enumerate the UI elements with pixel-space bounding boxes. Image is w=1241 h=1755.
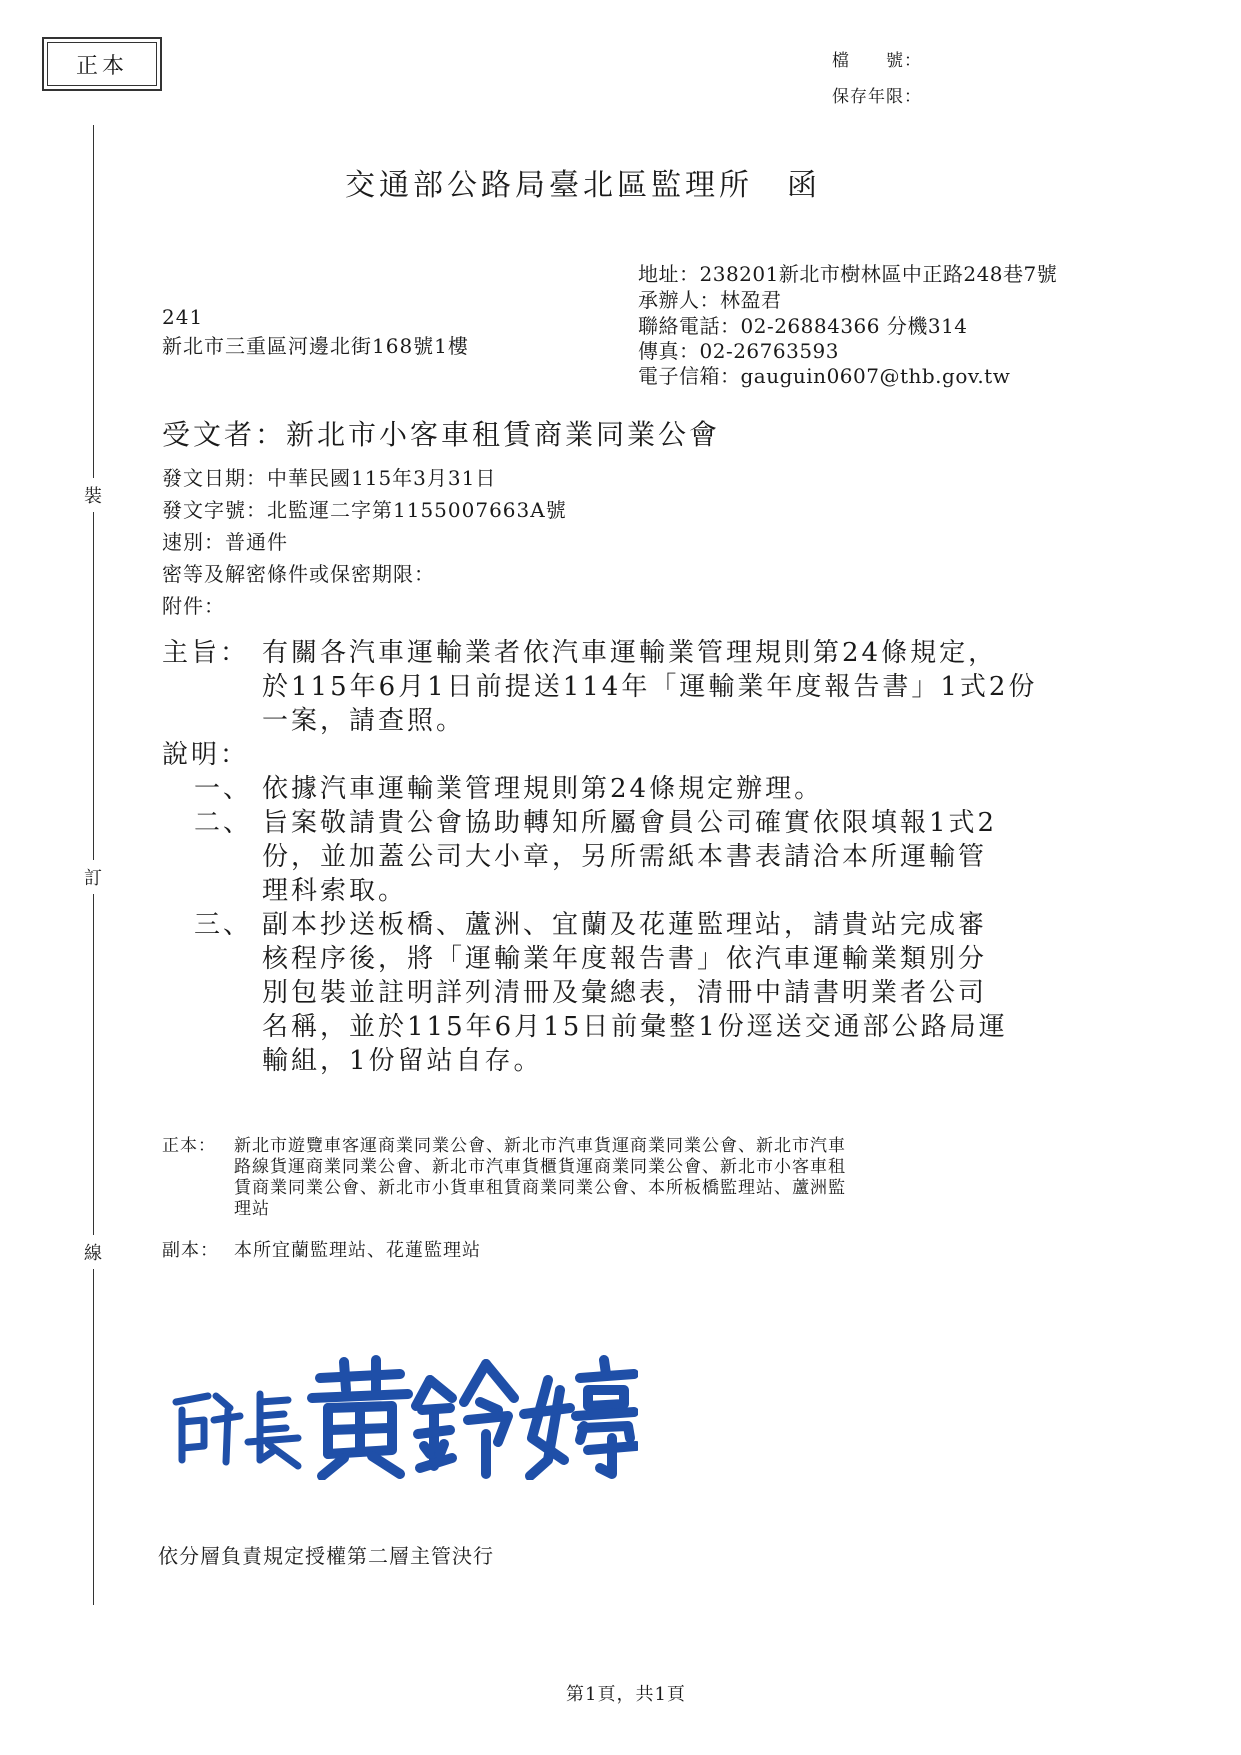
binding-mark-line: 線 — [84, 1235, 102, 1269]
issue-date: 發文日期：中華民國115年3月31日 — [162, 466, 497, 490]
explanation-item-line: 核程序後，將「運輸業年度報告書」依汽車運輸業類別分 — [262, 944, 988, 974]
delivery-speed: 速別：普通件 — [162, 530, 288, 554]
original-distribution-label: 正本： — [162, 1136, 216, 1156]
explanation-item-line: 副本抄送板橋、蘆洲、宜蘭及花蓮監理站，請貴站完成審 — [262, 910, 988, 940]
recipient-mailing-address: 新北市三重區河邊北街168號1樓 — [162, 334, 469, 358]
subject-line: 一案，請查照。 — [262, 706, 466, 736]
subject-line: 有關各汽車運輸業者依汽車運輸業管理規則第24條規定， — [262, 638, 998, 668]
recipient: 受文者：新北市小客車租賃商業同業公會 — [162, 418, 721, 451]
explanation-label: 說明： — [162, 740, 250, 770]
document-title: 交通部公路局臺北區監理所 函 — [345, 168, 821, 203]
sender-phone: 聯絡電話：02-26884366 分機314 — [638, 314, 968, 338]
original-distribution-line: 新北市遊覽車客運商業同業公會、新北市汽車貨運商業同業公會、新北市汽車 — [234, 1136, 846, 1156]
subject-label: 主旨： — [162, 638, 250, 668]
explanation-item-number: 一、 — [194, 774, 253, 804]
retention-period-label: 保存年限： — [832, 87, 922, 107]
binding-mark-staple: 訂 — [84, 860, 102, 894]
original-distribution-line: 理站 — [234, 1199, 270, 1219]
director-signature-stamp — [168, 1350, 638, 1480]
explanation-item-line: 旨案敬請貴公會協助轉知所屬會員公司確實依限填報1式2 — [262, 808, 998, 838]
explanation-item-line: 輸組，1份留站自存。 — [262, 1046, 543, 1076]
copy-distribution-label: 副本： — [162, 1240, 219, 1261]
explanation-item-number: 三、 — [194, 910, 253, 940]
explanation-item-line: 理科索取。 — [262, 876, 408, 906]
explanation-item-number: 二、 — [194, 808, 253, 838]
page-number: 第1頁，共1頁 — [566, 1684, 686, 1705]
document-number: 發文字號：北監運二字第1155007663A號 — [162, 498, 567, 522]
subject-line: 於115年6月1日前提送114年「運輸業年度報告書」1式2份 — [262, 672, 1038, 702]
attachment: 附件： — [162, 594, 225, 618]
sender-email: 電子信箱：gauguin0607@thb.gov.tw — [638, 364, 1011, 388]
sender-fax: 傳真：02-26763593 — [638, 339, 840, 363]
copy-distribution: 本所宜蘭監理站、花蓮監理站 — [234, 1240, 481, 1261]
secrecy-level: 密等及解密條件或保密期限： — [162, 562, 435, 586]
original-distribution-line: 路線貨運商業同業公會、新北市汽車貨櫃貨運商業同業公會、新北市小客車租 — [234, 1157, 846, 1177]
explanation-item-line: 名稱，並於115年6月15日前彙整1份逕送交通部公路局運 — [262, 1012, 1008, 1042]
file-number-label: 檔 號： — [832, 51, 922, 71]
authorization-note: 依分層負責規定授權第二層主管決行 — [158, 1544, 494, 1568]
original-distribution-line: 賃商業同業公會、新北市小貨車租賃商業同業公會、本所板橋監理站、蘆洲監 — [234, 1178, 846, 1198]
original-copy-stamp: 正本 — [42, 37, 162, 91]
sender-address: 地址：238201新北市樹林區中正路248巷7號 — [638, 262, 1058, 286]
binding-mark-bind: 裝 — [84, 478, 102, 512]
explanation-item-line: 別包裝並註明詳列清冊及彙總表，清冊中請書明業者公司 — [262, 978, 988, 1008]
sender-handler: 承辦人：林盈君 — [638, 288, 782, 312]
explanation-item-line: 份，並加蓋公司大小章，另所需紙本書表請洽本所運輸管 — [262, 842, 988, 872]
recipient-postal-code: 241 — [162, 305, 204, 329]
explanation-item-line: 依據汽車運輸業管理規則第24條規定辦理。 — [262, 774, 824, 804]
